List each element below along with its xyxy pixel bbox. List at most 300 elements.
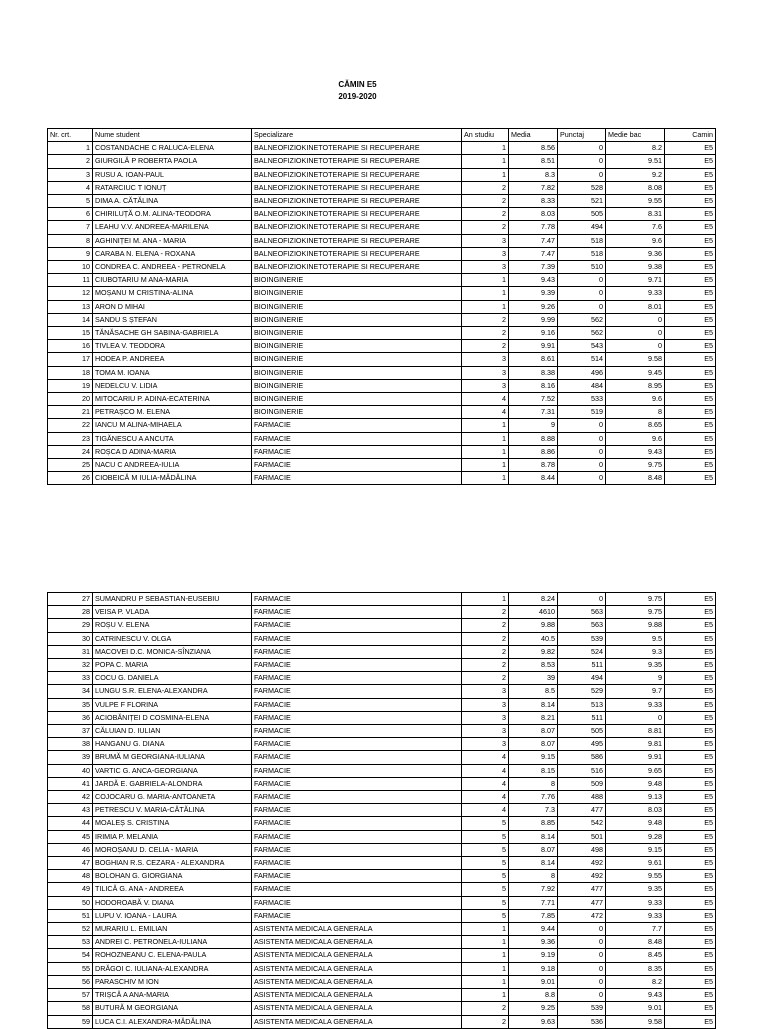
nr-crt-cell: 38 bbox=[48, 738, 93, 751]
dorm-cell: E5 bbox=[665, 962, 716, 975]
score-cell: 494 bbox=[558, 672, 606, 685]
nr-crt-cell: 49 bbox=[48, 883, 93, 896]
average-cell: 7.76 bbox=[509, 791, 558, 804]
average-cell: 8.33 bbox=[509, 195, 558, 208]
average-cell: 7.52 bbox=[509, 393, 558, 406]
bac-average-cell: 7.7 bbox=[606, 923, 665, 936]
nr-crt-cell: 21 bbox=[48, 406, 93, 419]
table-row bbox=[48, 261, 716, 274]
header-camin: Camin bbox=[665, 129, 716, 142]
bac-average-cell: 9.81 bbox=[606, 738, 665, 751]
specialization-cell: BALNEOFIZIOKINETOTERAPIE SI RECUPERARE bbox=[252, 155, 462, 168]
dorm-cell: E5 bbox=[665, 379, 716, 392]
average-cell: 8.24 bbox=[509, 593, 558, 606]
student-name-cell: MITOCARIU P. ADINA-ECATERINA bbox=[93, 393, 252, 406]
bac-average-cell: 8.35 bbox=[606, 962, 665, 975]
table-row bbox=[48, 949, 716, 962]
nr-crt-cell: 57 bbox=[48, 989, 93, 1002]
nr-crt-cell: 55 bbox=[48, 962, 93, 975]
score-cell: 563 bbox=[558, 619, 606, 632]
specialization-cell: FARMACIE bbox=[252, 593, 462, 606]
nr-crt-cell: 58 bbox=[48, 1002, 93, 1015]
nr-crt-cell: 12 bbox=[48, 287, 93, 300]
score-cell: 0 bbox=[558, 923, 606, 936]
average-cell: 8.21 bbox=[509, 711, 558, 724]
average-cell: 8.03 bbox=[509, 208, 558, 221]
bac-average-cell: 9.33 bbox=[606, 287, 665, 300]
score-cell: 0 bbox=[558, 962, 606, 975]
specialization-cell: FARMACIE bbox=[252, 672, 462, 685]
dorm-cell: E5 bbox=[665, 989, 716, 1002]
student-name-cell: PETRESCU V. MARIA-CĂTĂLINA bbox=[93, 804, 252, 817]
specialization-cell: ASISTENTA MEDICALA GENERALA bbox=[252, 1002, 462, 1015]
specialization-cell: FARMACIE bbox=[252, 698, 462, 711]
average-cell: 9.39 bbox=[509, 287, 558, 300]
score-cell: 533 bbox=[558, 393, 606, 406]
student-name-cell: HODEA P. ANDREEA bbox=[93, 353, 252, 366]
specialization-cell: BALNEOFIZIOKINETOTERAPIE SI RECUPERARE bbox=[252, 234, 462, 247]
score-cell: 0 bbox=[558, 432, 606, 445]
student-name-cell: ACIOBĂNIȚEI D COSMINA-ELENA bbox=[93, 711, 252, 724]
average-cell: 9.36 bbox=[509, 936, 558, 949]
study-year-cell: 2 bbox=[462, 1015, 509, 1028]
table-row bbox=[48, 698, 716, 711]
nr-crt-cell: 23 bbox=[48, 432, 93, 445]
student-name-cell: HANGANU G. DIANA bbox=[93, 738, 252, 751]
table-row bbox=[48, 472, 716, 485]
nr-crt-cell: 45 bbox=[48, 830, 93, 843]
bac-average-cell: 9.2 bbox=[606, 168, 665, 181]
dorm-cell: E5 bbox=[665, 645, 716, 658]
average-cell: 7.31 bbox=[509, 406, 558, 419]
nr-crt-cell: 5 bbox=[48, 195, 93, 208]
score-cell: 0 bbox=[558, 593, 606, 606]
student-name-cell: BUTURĂ M GEORGIANA bbox=[93, 1002, 252, 1015]
students-table-page-1 bbox=[47, 128, 716, 485]
table-row bbox=[48, 313, 716, 326]
table-row bbox=[48, 195, 716, 208]
score-cell: 505 bbox=[558, 725, 606, 738]
average-cell: 8 bbox=[509, 777, 558, 790]
study-year-cell: 1 bbox=[462, 155, 509, 168]
score-cell: 563 bbox=[558, 606, 606, 619]
score-cell: 542 bbox=[558, 817, 606, 830]
dorm-cell: E5 bbox=[665, 619, 716, 632]
bac-average-cell: 9.35 bbox=[606, 883, 665, 896]
study-year-cell: 1 bbox=[462, 287, 509, 300]
bac-average-cell: 9.33 bbox=[606, 896, 665, 909]
bac-average-cell: 9.71 bbox=[606, 274, 665, 287]
bac-average-cell: 9.36 bbox=[606, 247, 665, 260]
study-year-cell: 2 bbox=[462, 645, 509, 658]
dorm-cell: E5 bbox=[665, 672, 716, 685]
study-year-cell: 2 bbox=[462, 221, 509, 234]
score-cell: 514 bbox=[558, 353, 606, 366]
bac-average-cell: 9.33 bbox=[606, 698, 665, 711]
table-row bbox=[48, 274, 716, 287]
specialization-cell: FARMACIE bbox=[252, 896, 462, 909]
specialization-cell: BIOINGINERIE bbox=[252, 353, 462, 366]
table-row bbox=[48, 432, 716, 445]
score-cell: 586 bbox=[558, 751, 606, 764]
average-cell: 8.56 bbox=[509, 142, 558, 155]
study-year-cell: 2 bbox=[462, 606, 509, 619]
average-cell: 39 bbox=[509, 672, 558, 685]
study-year-cell: 1 bbox=[462, 593, 509, 606]
specialization-cell: FARMACIE bbox=[252, 432, 462, 445]
specialization-cell: FARMACIE bbox=[252, 711, 462, 724]
score-cell: 0 bbox=[558, 274, 606, 287]
score-cell: 513 bbox=[558, 698, 606, 711]
student-name-cell: TIGĂNESCU A ANCUTA bbox=[93, 432, 252, 445]
study-year-cell: 1 bbox=[462, 989, 509, 1002]
table-row bbox=[48, 830, 716, 843]
student-name-cell: NACU C ANDREEA-IULIA bbox=[93, 459, 252, 472]
nr-crt-cell: 30 bbox=[48, 632, 93, 645]
specialization-cell: FARMACIE bbox=[252, 659, 462, 672]
nr-crt-cell: 31 bbox=[48, 645, 93, 658]
table-row bbox=[48, 327, 716, 340]
average-cell: 8.88 bbox=[509, 432, 558, 445]
student-name-cell: MACOVEI D.C. MONICA-SÎNZIANA bbox=[93, 645, 252, 658]
score-cell: 477 bbox=[558, 804, 606, 817]
study-year-cell: 3 bbox=[462, 366, 509, 379]
student-name-cell: LUPU V. IOANA - LAURA bbox=[93, 909, 252, 922]
table-row bbox=[48, 659, 716, 672]
specialization-cell: FARMACIE bbox=[252, 459, 462, 472]
bac-average-cell: 8.81 bbox=[606, 725, 665, 738]
study-year-cell: 2 bbox=[462, 340, 509, 353]
table-row bbox=[48, 711, 716, 724]
study-year-cell: 5 bbox=[462, 843, 509, 856]
bac-average-cell: 8 bbox=[606, 406, 665, 419]
average-cell: 8.61 bbox=[509, 353, 558, 366]
nr-crt-cell: 44 bbox=[48, 817, 93, 830]
specialization-cell: BALNEOFIZIOKINETOTERAPIE SI RECUPERARE bbox=[252, 208, 462, 221]
table-row bbox=[48, 738, 716, 751]
student-name-cell: RATARCIUC T IONUȚ bbox=[93, 181, 252, 194]
nr-crt-cell: 26 bbox=[48, 472, 93, 485]
student-name-cell: JARDĂ E. GABRIELA-ALONDRA bbox=[93, 777, 252, 790]
student-name-cell: CONDREA C. ANDREEA - PETRONELA bbox=[93, 261, 252, 274]
table-row bbox=[48, 777, 716, 790]
dorm-cell: E5 bbox=[665, 923, 716, 936]
dorm-cell: E5 bbox=[665, 870, 716, 883]
student-name-cell: RUSU A. IOAN-PAUL bbox=[93, 168, 252, 181]
table-row bbox=[48, 632, 716, 645]
nr-crt-cell: 43 bbox=[48, 804, 93, 817]
average-cell: 9.82 bbox=[509, 645, 558, 658]
table-row bbox=[48, 857, 716, 870]
bac-average-cell: 8.08 bbox=[606, 181, 665, 194]
specialization-cell: BIOINGINERIE bbox=[252, 274, 462, 287]
specialization-cell: ASISTENTA MEDICALA GENERALA bbox=[252, 975, 462, 988]
specialization-cell: BIOINGINERIE bbox=[252, 287, 462, 300]
average-cell: 8.85 bbox=[509, 817, 558, 830]
study-year-cell: 1 bbox=[462, 472, 509, 485]
specialization-cell: FARMACIE bbox=[252, 883, 462, 896]
average-cell: 7.47 bbox=[509, 234, 558, 247]
student-name-cell: PETRAȘCO M. ELENA bbox=[93, 406, 252, 419]
score-cell: 511 bbox=[558, 659, 606, 672]
dorm-cell: E5 bbox=[665, 445, 716, 458]
dorm-cell: E5 bbox=[665, 883, 716, 896]
average-cell: 7.78 bbox=[509, 221, 558, 234]
table-row bbox=[48, 883, 716, 896]
average-cell: 8.3 bbox=[509, 168, 558, 181]
score-cell: 543 bbox=[558, 340, 606, 353]
score-cell: 505 bbox=[558, 208, 606, 221]
table-row bbox=[48, 393, 716, 406]
score-cell: 524 bbox=[558, 645, 606, 658]
average-cell: 8.15 bbox=[509, 764, 558, 777]
table-row bbox=[48, 817, 716, 830]
dorm-cell: E5 bbox=[665, 764, 716, 777]
nr-crt-cell: 4 bbox=[48, 181, 93, 194]
study-year-cell: 1 bbox=[462, 975, 509, 988]
study-year-cell: 5 bbox=[462, 883, 509, 896]
dorm-cell: E5 bbox=[665, 366, 716, 379]
header-an-studiu: An studiu bbox=[462, 129, 509, 142]
study-year-cell: 5 bbox=[462, 909, 509, 922]
student-name-cell: ANDREI C. PETRONELA-IULIANA bbox=[93, 936, 252, 949]
average-cell: 7.92 bbox=[509, 883, 558, 896]
dorm-cell: E5 bbox=[665, 606, 716, 619]
student-name-cell: DIMA A. CĂTĂLINA bbox=[93, 195, 252, 208]
student-name-cell: LUCA C.I. ALEXANDRA-MĂDĂLINA bbox=[93, 1015, 252, 1028]
student-name-cell: LEAHU V.V. ANDREEA-MARILENA bbox=[93, 221, 252, 234]
student-name-cell: LUNGU S.R. ELENA-ALEXANDRA bbox=[93, 685, 252, 698]
table-row bbox=[48, 936, 716, 949]
specialization-cell: BALNEOFIZIOKINETOTERAPIE SI RECUPERARE bbox=[252, 261, 462, 274]
table-row bbox=[48, 791, 716, 804]
specialization-cell: FARMACIE bbox=[252, 619, 462, 632]
study-year-cell: 1 bbox=[462, 936, 509, 949]
dorm-cell: E5 bbox=[665, 1002, 716, 1015]
score-cell: 516 bbox=[558, 764, 606, 777]
score-cell: 498 bbox=[558, 843, 606, 856]
study-year-cell: 5 bbox=[462, 857, 509, 870]
nr-crt-cell: 14 bbox=[48, 313, 93, 326]
specialization-cell: FARMACIE bbox=[252, 791, 462, 804]
specialization-cell: FARMACIE bbox=[252, 909, 462, 922]
specialization-cell: FARMACIE bbox=[252, 445, 462, 458]
score-cell: 0 bbox=[558, 975, 606, 988]
bac-average-cell: 9.61 bbox=[606, 857, 665, 870]
student-name-cell: MURARIU L. EMILIAN bbox=[93, 923, 252, 936]
bac-average-cell: 8.65 bbox=[606, 419, 665, 432]
study-year-cell: 1 bbox=[462, 432, 509, 445]
dorm-cell: E5 bbox=[665, 287, 716, 300]
bac-average-cell: 9.75 bbox=[606, 606, 665, 619]
specialization-cell: BIOINGINERIE bbox=[252, 393, 462, 406]
nr-crt-cell: 24 bbox=[48, 445, 93, 458]
study-year-cell: 1 bbox=[462, 142, 509, 155]
bac-average-cell: 9.33 bbox=[606, 909, 665, 922]
document-title: CĂMIN E5 bbox=[338, 80, 377, 89]
average-cell: 8.5 bbox=[509, 685, 558, 698]
score-cell: 0 bbox=[558, 949, 606, 962]
dorm-cell: E5 bbox=[665, 1015, 716, 1028]
nr-crt-cell: 1 bbox=[48, 142, 93, 155]
study-year-cell: 1 bbox=[462, 962, 509, 975]
dorm-cell: E5 bbox=[665, 155, 716, 168]
bac-average-cell: 9.65 bbox=[606, 764, 665, 777]
dorm-cell: E5 bbox=[665, 459, 716, 472]
bac-average-cell: 0 bbox=[606, 711, 665, 724]
dorm-cell: E5 bbox=[665, 261, 716, 274]
bac-average-cell: 9.6 bbox=[606, 393, 665, 406]
specialization-cell: BIOINGINERIE bbox=[252, 366, 462, 379]
table-row bbox=[48, 1015, 716, 1028]
table-row bbox=[48, 593, 716, 606]
specialization-cell: BIOINGINERIE bbox=[252, 340, 462, 353]
bac-average-cell: 9.75 bbox=[606, 459, 665, 472]
specialization-cell: BALNEOFIZIOKINETOTERAPIE SI RECUPERARE bbox=[252, 195, 462, 208]
specialization-cell: FARMACIE bbox=[252, 606, 462, 619]
study-year-cell: 5 bbox=[462, 870, 509, 883]
students-table-page-2 bbox=[47, 592, 716, 1029]
score-cell: 539 bbox=[558, 632, 606, 645]
student-name-cell: TIVLEA V. TEODORA bbox=[93, 340, 252, 353]
dorm-cell: E5 bbox=[665, 274, 716, 287]
table-row bbox=[48, 168, 716, 181]
nr-crt-cell: 36 bbox=[48, 711, 93, 724]
study-year-cell: 5 bbox=[462, 830, 509, 843]
table-row bbox=[48, 870, 716, 883]
table-row bbox=[48, 208, 716, 221]
study-year-cell: 2 bbox=[462, 208, 509, 221]
specialization-cell: FARMACIE bbox=[252, 870, 462, 883]
nr-crt-cell: 40 bbox=[48, 764, 93, 777]
table-row bbox=[48, 142, 716, 155]
student-name-cell: MOALEȘ S. CRISTINA bbox=[93, 817, 252, 830]
bac-average-cell: 9.35 bbox=[606, 659, 665, 672]
student-name-cell: CHIRILUȚĂ O.M. ALINA-TEODORA bbox=[93, 208, 252, 221]
dorm-cell: E5 bbox=[665, 593, 716, 606]
nr-crt-cell: 39 bbox=[48, 751, 93, 764]
study-year-cell: 2 bbox=[462, 659, 509, 672]
table-row bbox=[48, 989, 716, 1002]
study-year-cell: 4 bbox=[462, 777, 509, 790]
bac-average-cell: 9.58 bbox=[606, 353, 665, 366]
table-row bbox=[48, 725, 716, 738]
student-name-cell: CIUBOTARIU M ANA-MARIA bbox=[93, 274, 252, 287]
nr-crt-cell: 22 bbox=[48, 419, 93, 432]
study-year-cell: 3 bbox=[462, 234, 509, 247]
header-nr-crt: Nr. crt. bbox=[48, 129, 93, 142]
table-row bbox=[48, 353, 716, 366]
score-cell: 536 bbox=[558, 1015, 606, 1028]
student-name-cell: TRIȘCĂ A ANA-MARIA bbox=[93, 989, 252, 1002]
student-name-cell: CARABA N. ELENA - ROXANA bbox=[93, 247, 252, 260]
nr-crt-cell: 15 bbox=[48, 327, 93, 340]
average-cell: 40.5 bbox=[509, 632, 558, 645]
specialization-cell: BALNEOFIZIOKINETOTERAPIE SI RECUPERARE bbox=[252, 221, 462, 234]
score-cell: 518 bbox=[558, 247, 606, 260]
dorm-cell: E5 bbox=[665, 406, 716, 419]
nr-crt-cell: 16 bbox=[48, 340, 93, 353]
table-row bbox=[48, 459, 716, 472]
dorm-cell: E5 bbox=[665, 791, 716, 804]
score-cell: 521 bbox=[558, 195, 606, 208]
dorm-cell: E5 bbox=[665, 909, 716, 922]
dorm-cell: E5 bbox=[665, 936, 716, 949]
specialization-cell: FARMACIE bbox=[252, 685, 462, 698]
specialization-cell: FARMACIE bbox=[252, 830, 462, 843]
specialization-cell: BIOINGINERIE bbox=[252, 313, 462, 326]
dorm-cell: E5 bbox=[665, 659, 716, 672]
nr-crt-cell: 37 bbox=[48, 725, 93, 738]
average-cell: 9.26 bbox=[509, 300, 558, 313]
study-year-cell: 4 bbox=[462, 406, 509, 419]
average-cell: 8.14 bbox=[509, 698, 558, 711]
student-name-cell: CATRINESCU V. OLGA bbox=[93, 632, 252, 645]
table-row bbox=[48, 445, 716, 458]
study-year-cell: 3 bbox=[462, 261, 509, 274]
header-nume-student: Nume student bbox=[93, 129, 252, 142]
bac-average-cell: 9.45 bbox=[606, 366, 665, 379]
bac-average-cell: 9.28 bbox=[606, 830, 665, 843]
average-cell: 8.16 bbox=[509, 379, 558, 392]
table-row bbox=[48, 340, 716, 353]
average-cell: 7.82 bbox=[509, 181, 558, 194]
study-year-cell: 2 bbox=[462, 1002, 509, 1015]
study-year-cell: 4 bbox=[462, 751, 509, 764]
bac-average-cell: 9.48 bbox=[606, 817, 665, 830]
bac-average-cell: 7.6 bbox=[606, 221, 665, 234]
specialization-cell: FARMACIE bbox=[252, 632, 462, 645]
study-year-cell: 1 bbox=[462, 445, 509, 458]
score-cell: 496 bbox=[558, 366, 606, 379]
study-year-cell: 2 bbox=[462, 619, 509, 632]
score-cell: 519 bbox=[558, 406, 606, 419]
student-name-cell: COJOCARU G. MARIA-ANTOANETA bbox=[93, 791, 252, 804]
student-name-cell: BOGHIAN R.S. CEZARA - ALEXANDRA bbox=[93, 857, 252, 870]
student-name-cell: PARASCHIV M ION bbox=[93, 975, 252, 988]
dorm-cell: E5 bbox=[665, 300, 716, 313]
student-name-cell: DRĂGOI C. IULIANA-ALEXANDRA bbox=[93, 962, 252, 975]
score-cell: 0 bbox=[558, 989, 606, 1002]
bac-average-cell: 0 bbox=[606, 313, 665, 326]
study-year-cell: 3 bbox=[462, 725, 509, 738]
dorm-cell: E5 bbox=[665, 711, 716, 724]
table-row bbox=[48, 406, 716, 419]
score-cell: 488 bbox=[558, 791, 606, 804]
study-year-cell: 5 bbox=[462, 896, 509, 909]
table-row bbox=[48, 419, 716, 432]
average-cell: 8.44 bbox=[509, 472, 558, 485]
bac-average-cell: 9.88 bbox=[606, 619, 665, 632]
student-name-cell: AGHINIȚEI M. ANA - MARIA bbox=[93, 234, 252, 247]
study-year-cell: 3 bbox=[462, 353, 509, 366]
study-year-cell: 3 bbox=[462, 698, 509, 711]
student-name-cell: IRIMIA P. MELANIA bbox=[93, 830, 252, 843]
table-row bbox=[48, 975, 716, 988]
specialization-cell: ASISTENTA MEDICALA GENERALA bbox=[252, 989, 462, 1002]
table-row bbox=[48, 155, 716, 168]
nr-crt-cell: 6 bbox=[48, 208, 93, 221]
table-row bbox=[48, 606, 716, 619]
average-cell: 8.38 bbox=[509, 366, 558, 379]
dorm-cell: E5 bbox=[665, 432, 716, 445]
study-year-cell: 2 bbox=[462, 672, 509, 685]
bac-average-cell: 9.3 bbox=[606, 645, 665, 658]
table-row bbox=[48, 619, 716, 632]
bac-average-cell: 8.95 bbox=[606, 379, 665, 392]
score-cell: 562 bbox=[558, 313, 606, 326]
dorm-cell: E5 bbox=[665, 843, 716, 856]
